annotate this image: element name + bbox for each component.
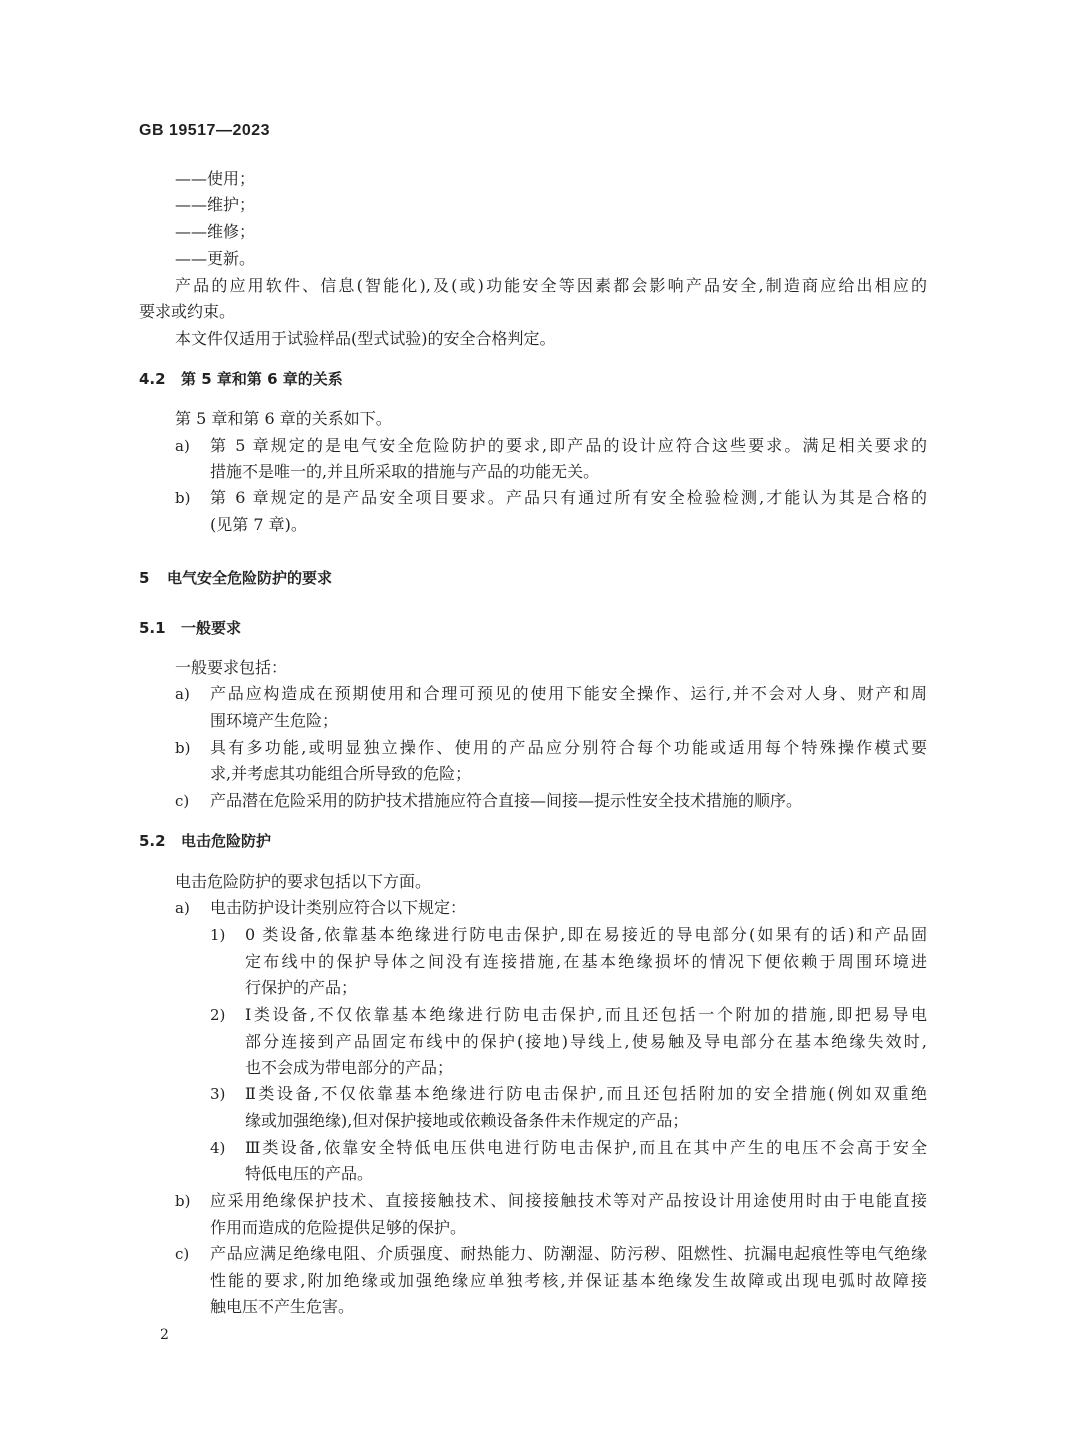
item-line: 电击防护设计类别应符合以下规定： <box>210 898 467 917</box>
intro-list-item: ——维护； <box>175 195 256 214</box>
subitem-line: 特低电压的产品。 <box>245 1164 374 1183</box>
section-number: 5.1 <box>139 619 166 637</box>
item-line: 作用而造成的危险提供足够的保护。 <box>210 1218 467 1237</box>
item-line: 产品应满足绝缘电阻、介质强度、耐热能力、防潮湿、防污秽、阻燃性、抗漏电起痕性等电气绝缘 <box>210 1244 927 1263</box>
subitem-line: 部分连接到产品固定布线中的保护(接地)导线上,使易触及导电部分在基本绝缘失效时, <box>245 1032 927 1051</box>
section-intro: 第 5 章和第 6 章的关系如下。 <box>175 409 392 428</box>
section-number: 4.2 <box>139 370 166 388</box>
item-label: c) <box>175 1245 190 1263</box>
item-label: a) <box>175 685 190 703</box>
subitem-label: 2) <box>210 1006 226 1024</box>
item-label: b) <box>175 739 191 757</box>
item-line: 触电压不产生危害。 <box>210 1297 355 1316</box>
item-line: 围环境产生危险； <box>210 711 339 730</box>
subitem-label: 1) <box>210 926 226 944</box>
intro-list-item: ——维修； <box>175 222 256 241</box>
item-label: b) <box>175 1192 191 1210</box>
subitem-line: Ⅱ类设备,不仅依靠基本绝缘进行防电击保护,而且还包括附加的安全措施(例如双重绝 <box>245 1084 927 1103</box>
section-number: 5.2 <box>139 832 166 850</box>
item-line: 性能的要求,附加绝缘或加强绝缘应单独考核,并保证基本绝缘发生故障或出现电弧时故障接 <box>210 1271 927 1290</box>
intro-list-item: ——使用； <box>175 169 256 188</box>
item-line: 具有多功能,或明显独立操作、使用的产品应分别符合每个功能或适用每个特殊操作模式要 <box>210 738 927 757</box>
subitem-line: 0 类设备,依靠基本绝缘进行防电击保护,即在易接近的导电部分(如果有的话)和产品固 <box>245 925 927 944</box>
standard-number: GB 19517—2023 <box>139 122 271 139</box>
item-label: b) <box>175 489 191 507</box>
page-number: 2 <box>160 1327 169 1343</box>
item-line: 应采用绝缘保护技术、直接接触技术、间接接触技术等对产品按设计用途使用时由于电能直接 <box>210 1191 927 1210</box>
item-line: 第 6 章规定的是产品安全项目要求。产品只有通过所有安全检验检测,才能认为其是合格的 <box>210 488 927 507</box>
item-line: 产品应构造成在预期使用和合理可预见的使用下能安全操作、运行,并不会对人身、财产和周 <box>210 684 927 703</box>
section-intro: 电击危险防护的要求包括以下方面。 <box>175 872 432 891</box>
paragraph-line: 要求或约束。 <box>139 302 236 321</box>
section-title: 电气安全危险防护的要求 <box>167 569 333 587</box>
subitem-line: Ⅲ类设备,依靠安全特低电压供电进行防电击保护,而且在其中产生的电压不会高于安全 <box>245 1138 927 1157</box>
item-label: a) <box>175 437 190 455</box>
section-title: 第 5 章和第 6 章的关系 <box>181 370 343 388</box>
item-line: 求,并考虑其功能组合所导致的危险； <box>210 764 472 783</box>
subitem-label: 3) <box>210 1085 226 1103</box>
subitem-label: 4) <box>210 1139 226 1157</box>
paragraph-line: 本文件仅适用于试验样品(型式试验)的安全合格判定。 <box>175 329 556 348</box>
section-number: 5 <box>139 569 150 587</box>
subitem-line: 定布线中的保护导体之间没有连接措施,在基本绝缘损坏的情况下便依赖于周围环境进 <box>245 952 927 971</box>
paragraph-line: 产品的应用软件、信息(智能化),及(或)功能安全等因素都会影响产品安全,制造商应给出相应的 <box>175 276 927 295</box>
section-title: 电击危险防护 <box>181 832 272 850</box>
item-line: 第 5 章规定的是电气安全危险防护的要求,即产品的设计应符合这些要求。满足相关要求的 <box>210 436 927 455</box>
subitem-line: 行保护的产品； <box>245 978 358 997</box>
intro-list-item: ——更新。 <box>175 249 256 268</box>
section-intro: 一般要求包括： <box>175 658 288 677</box>
item-line: 产品潜在危险采用的防护技术措施应符合直接—间接—提示性安全技术措施的顺序。 <box>210 791 803 810</box>
item-line: (见第 7 章)。 <box>210 515 307 534</box>
item-label: c) <box>175 792 190 810</box>
section-title: 一般要求 <box>181 619 242 637</box>
item-line: 措施不是唯一的,并且所采取的措施与产品的功能无关。 <box>210 462 600 481</box>
subitem-line: 也不会成为带电部分的产品； <box>245 1058 454 1077</box>
item-label: a) <box>175 899 190 917</box>
subitem-line: 缘或加强绝缘),但对保护接地或依赖设备条件未作规定的产品； <box>245 1111 689 1130</box>
subitem-line: Ⅰ类设备,不仅依靠基本绝缘进行防电击保护,而且还包括一个附加的措施,即把易导电 <box>245 1005 927 1024</box>
